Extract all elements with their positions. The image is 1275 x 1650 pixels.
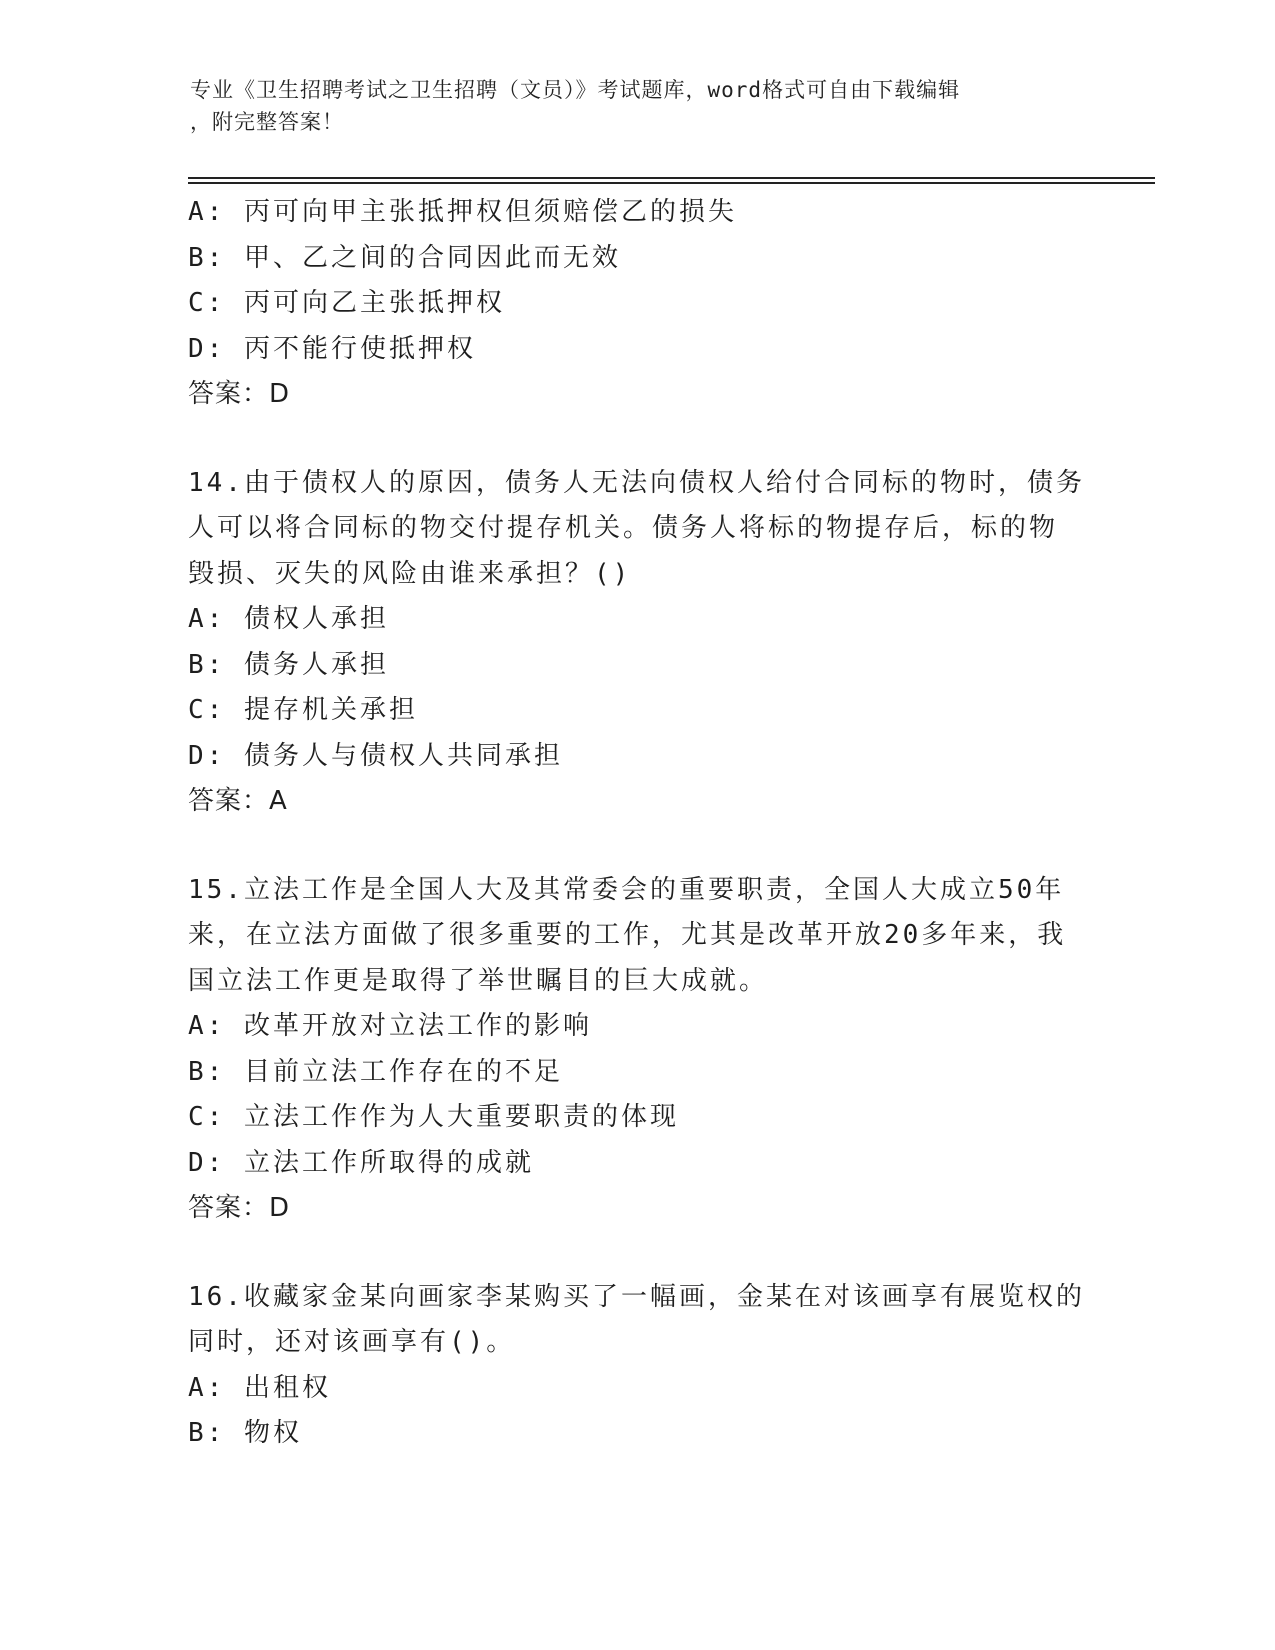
- option-c: C: 丙可向乙主张抵押权: [188, 288, 505, 318]
- option-b: B: 物权: [188, 1418, 302, 1448]
- answer: 答案：A: [188, 786, 288, 816]
- question-text-line: 14.由于债权人的原因，债务人无法向债权人给付合同标的物时，债务: [188, 467, 1085, 498]
- option-d: D: 丙不能行使抵押权: [188, 333, 476, 364]
- question-14: [188, 461, 1088, 825]
- header-line-1: 专业《卫生招聘考试之卫生招聘（文员）》考试题库，word格式可自由下载编辑: [190, 78, 961, 102]
- option-a: A: 出租权: [188, 1372, 331, 1403]
- option-a: A: 改革开放对立法工作的影响: [188, 1011, 592, 1041]
- option-c: C: 立法工作作为人大重要职责的体现: [188, 1102, 679, 1132]
- answer: 答案：D: [188, 1193, 291, 1223]
- option-d: D: 立法工作所取得的成就: [188, 1147, 534, 1178]
- question-text-line: 同时，还对该画享有()。: [188, 1327, 516, 1357]
- option-a: A: 债权人承担: [188, 604, 389, 634]
- header-rule-top: [188, 177, 1155, 179]
- option-b: B: 目前立法工作存在的不足: [188, 1056, 563, 1087]
- answer: 答案：D: [188, 379, 291, 409]
- question-13-tail: [188, 190, 1088, 418]
- header-line-2: ，附完整答案！: [190, 110, 344, 134]
- document-header: [190, 74, 1090, 138]
- spacer: [188, 825, 1088, 868]
- option-a: A: 丙可向甲主张抵押权但须赔偿乙的损失: [188, 197, 737, 227]
- header-rule-bottom: [188, 182, 1155, 184]
- option-d: D: 债务人与债权人共同承担: [188, 740, 563, 771]
- spacer: [188, 418, 1088, 461]
- option-b: B: 甲、乙之间的合同因此而无效: [188, 242, 621, 273]
- spacer: [188, 1232, 1088, 1275]
- question-text-line: 国立法工作更是取得了举世瞩目的巨大成就。: [188, 965, 769, 996]
- question-15: [188, 868, 1088, 1232]
- question-list: [188, 190, 1088, 1457]
- question-text-line: 来，在立法方面做了很多重要的工作，尤其是改革开放20多年来，我: [188, 920, 1067, 950]
- option-b: B: 债务人承担: [188, 649, 389, 680]
- question-text-line: 15.立法工作是全国人大及其常委会的重要职责，全国人大成立50年: [188, 874, 1065, 905]
- option-c: C: 提存机关承担: [188, 695, 418, 725]
- question-text-line: 人可以将合同标的物交付提存机关。债务人将标的物提存后，标的物: [188, 513, 1059, 543]
- question-16: [188, 1275, 1088, 1457]
- question-text-line: 毁损、灭失的风险由谁来承担？(): [188, 558, 632, 589]
- question-text-line: 16.收藏家金某向画家李某购买了一幅画，金某在对该画享有展览权的: [188, 1281, 1085, 1312]
